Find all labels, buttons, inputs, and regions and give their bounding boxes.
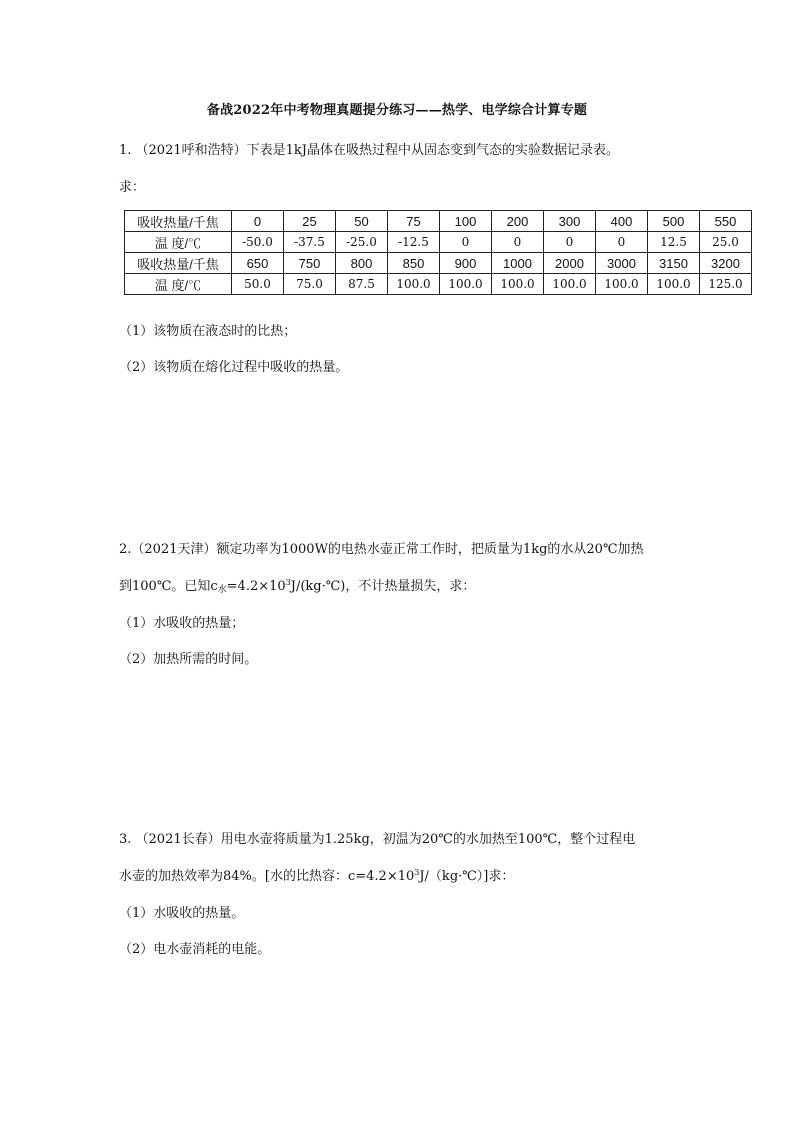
table-cell: 900: [440, 253, 492, 274]
table-cell: 850: [388, 253, 440, 274]
table-cell: 25.0: [700, 232, 752, 253]
table-cell: 100.0: [492, 274, 544, 295]
table-cell: -12.5: [388, 232, 440, 253]
document-title: 备战2022年中考物理真题提分练习——热学、电学综合计算专题: [206, 103, 588, 118]
table-cell: 3150: [648, 253, 700, 274]
table-cell: 75: [388, 211, 440, 232]
table-cell: 50: [336, 211, 388, 232]
table-cell: 1000: [492, 253, 544, 274]
table-cell: 0: [232, 211, 284, 232]
table-cell: 0: [596, 232, 648, 253]
q3-part-1: （1）水吸收的热量。: [119, 906, 245, 921]
q3-part-2: （2）电水壶消耗的电能。: [119, 942, 271, 957]
table-cell: 300: [544, 211, 596, 232]
table-cell: 200: [492, 211, 544, 232]
table-cell: 400: [596, 211, 648, 232]
table-cell: 100.0: [544, 274, 596, 295]
table-cell: 温 度/℃: [125, 232, 232, 253]
table-row: [125, 211, 752, 232]
table-cell: 0: [492, 232, 544, 253]
q1-text: 1. （2021呼和浩特）下表是1kJ晶体在吸热过程中从固态变到气态的实验数据记录表。: [119, 143, 619, 158]
q3-text: 3. （2021长春）用电水壶将质量为1.25kg，初温为20℃的水加热至100℃，整个过程电: [119, 832, 636, 847]
table-cell: 87.5: [336, 274, 388, 295]
table-cell: 100.0: [440, 274, 492, 295]
table-cell: 50.0: [232, 274, 284, 295]
table-cell: 500: [648, 211, 700, 232]
table-cell: 100.0: [596, 274, 648, 295]
data-table: [124, 210, 752, 295]
table-row: [125, 274, 752, 295]
table-cell: 100: [440, 211, 492, 232]
q1-ask: 求：: [119, 180, 146, 195]
q3-text-cont: 水壶的加热效率为84%。[水的比热容：$c=4.2\times 10^3J/(kg\cdot℃)$]求：: [119, 868, 515, 884]
table-cell: -50.0: [232, 232, 284, 253]
table-cell: -25.0: [336, 232, 388, 253]
q2-text-cont: 到100℃。已知$c_水=4.2\times 10^3J/(kg\cdot℃)$，不计热量损失，求：: [119, 578, 476, 595]
table-cell: 0: [440, 232, 492, 253]
table-row: [125, 232, 752, 253]
table-cell: 100.0: [388, 274, 440, 295]
table-cell: 100.0: [648, 274, 700, 295]
q2-part-1: （1）水吸收的热量；: [119, 616, 245, 631]
table-cell: 温 度/℃: [125, 274, 232, 295]
table-cell: 25: [284, 211, 336, 232]
table-cell: 吸收热量/千焦: [125, 211, 232, 232]
table-cell: 2000: [544, 253, 596, 274]
table-cell: 0: [544, 232, 596, 253]
table-cell: 3000: [596, 253, 648, 274]
table-cell: 650: [232, 253, 284, 274]
q2-text: 2.（2021天津）额定功率为1000W的电热水壶正常工作时，把质量为1kg的水从20℃加热: [119, 542, 644, 557]
table-cell: 75.0: [284, 274, 336, 295]
table-cell: 750: [284, 253, 336, 274]
table-cell: -37.5: [284, 232, 336, 253]
table-cell: 550: [700, 211, 752, 232]
q2-part-2: （2）加热所需的时间。: [119, 652, 258, 667]
table-cell: 125.0: [700, 274, 752, 295]
table-cell: 800: [336, 253, 388, 274]
table-cell: 3200: [700, 253, 752, 274]
q1-part-2: （2）该物质在熔化过程中吸收的热量。: [119, 360, 349, 375]
table-row: [125, 253, 752, 274]
table-cell: 吸收热量/千焦: [125, 253, 232, 274]
q1-part-1: （1）该物质在液态时的比热；: [119, 324, 297, 339]
table-cell: 12.5: [648, 232, 700, 253]
